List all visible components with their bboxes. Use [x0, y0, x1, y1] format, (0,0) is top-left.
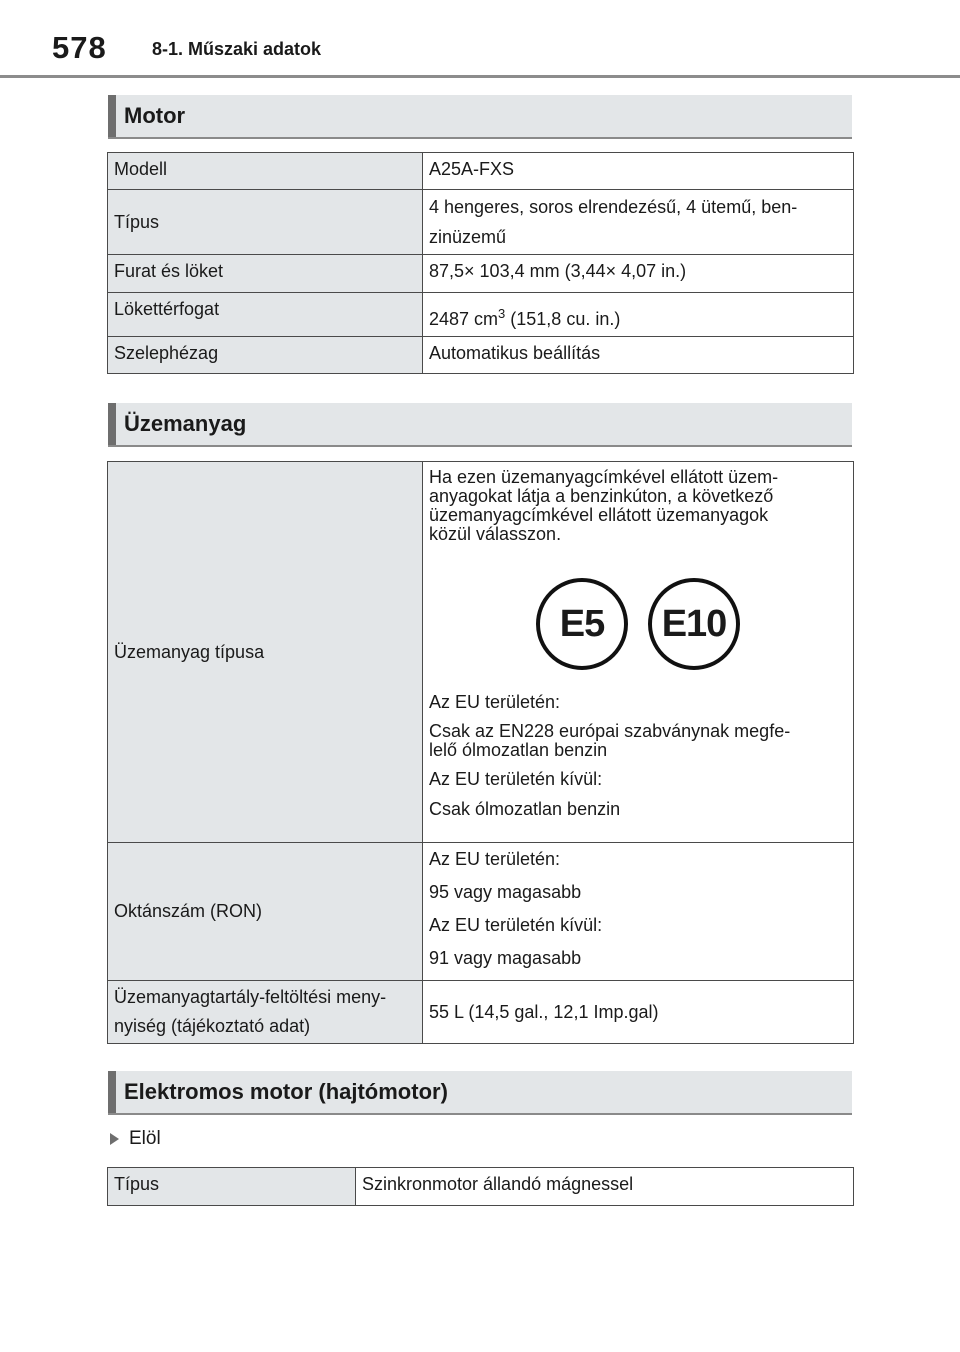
spec-value — [423, 293, 854, 337]
eu-fuel-requirement: Csak az EN228 európai szabványnak megfe- lelő ólmozatlan benzin — [429, 721, 791, 760]
e5-fuel-badge: E5 — [536, 578, 628, 670]
spec-value: Szinkronmotor állandó mágnessel — [356, 1168, 854, 1206]
e10-fuel-badge: E10 — [648, 578, 740, 670]
page-header — [0, 0, 960, 78]
spec-label: Szelephézag — [108, 337, 423, 374]
non-eu-heading: Az EU területén kívül: — [429, 915, 603, 935]
fuel-type-intro: Ha ezen üzemanyagcímkével ellátott üzem- anyagokat látja a benzinkúton, a következő üzemanyagcímkével ellátott üzemanyagok közül válasszon. — [429, 467, 779, 544]
table-row — [108, 843, 854, 981]
table-row — [108, 462, 854, 843]
spec-value: 87,5× 103,4 mm (3,44× 4,07 in.) — [423, 255, 854, 293]
band-accent-bar — [108, 95, 116, 137]
electric-motor-section-title: Elektromos motor (hajtómotor) — [124, 1079, 448, 1104]
fuel-section-title: Üzemanyag — [124, 411, 247, 436]
motor-section-title: Motor — [124, 103, 186, 128]
triangle-bullet-icon — [110, 1133, 119, 1145]
band-accent-bar — [108, 403, 116, 445]
superscript: 3 — [498, 306, 506, 321]
non-eu-fuel-requirement: Csak ólmozatlan benzin — [429, 799, 621, 819]
band-accent-bar — [108, 1071, 116, 1113]
motor-section-band — [108, 95, 852, 139]
non-eu-octane-value: 91 vagy magasabb — [429, 948, 582, 968]
spec-value-text: 2487 cm — [429, 309, 499, 329]
spec-value: Automatikus beállítás — [423, 337, 854, 374]
table-row — [108, 337, 854, 374]
spec-label: Üzemanyagtartály-feltöltési meny- nyiség (tájékoztató adat) — [108, 981, 423, 1044]
fuel-spec-table — [107, 461, 854, 1044]
spec-value-text: (151,8 cu. in.) — [505, 309, 621, 329]
spec-label: Típus — [108, 190, 423, 255]
spec-label: Modell — [108, 153, 423, 190]
electric-motor-section-band — [108, 1071, 852, 1115]
spec-value: 55 L (14,5 gal., 12,1 Imp.gal) — [423, 981, 854, 1044]
spec-value — [423, 843, 854, 981]
spec-label: Üzemanyag típusa — [108, 462, 423, 843]
table-row — [108, 255, 854, 293]
eu-octane-value: 95 vagy magasabb — [429, 882, 582, 902]
table-row — [108, 981, 854, 1044]
table-row — [108, 190, 854, 255]
spec-value — [423, 462, 854, 843]
electric-motor-spec-table — [107, 1167, 854, 1206]
section-heading: 8-1. Műszaki adatok — [152, 39, 322, 59]
table-row — [108, 153, 854, 190]
spec-value: A25A-FXS — [423, 153, 854, 190]
eu-heading: Az EU területén: — [429, 692, 561, 712]
front-subheading — [108, 1128, 161, 1150]
non-eu-heading: Az EU területén kívül: — [429, 769, 603, 789]
spec-label: Furat és löket — [108, 255, 423, 293]
spec-label: Lökettérfogat — [108, 293, 423, 337]
table-row — [108, 293, 854, 337]
header-divider — [0, 75, 960, 78]
front-subheading-label: Elöl — [129, 1128, 161, 1149]
page-number: 578 — [52, 30, 107, 65]
fuel-label-badges — [429, 578, 847, 670]
spec-value: 4 hengeres, soros elrendezésű, 4 ütemű, ben- zinüzemű — [423, 190, 854, 255]
spec-label: Típus — [108, 1168, 356, 1206]
motor-spec-table — [107, 152, 854, 374]
fuel-section-band — [108, 403, 852, 447]
spec-label: Oktánszám (RON) — [108, 843, 423, 981]
eu-heading: Az EU területén: — [429, 849, 561, 869]
table-row — [108, 1168, 854, 1206]
